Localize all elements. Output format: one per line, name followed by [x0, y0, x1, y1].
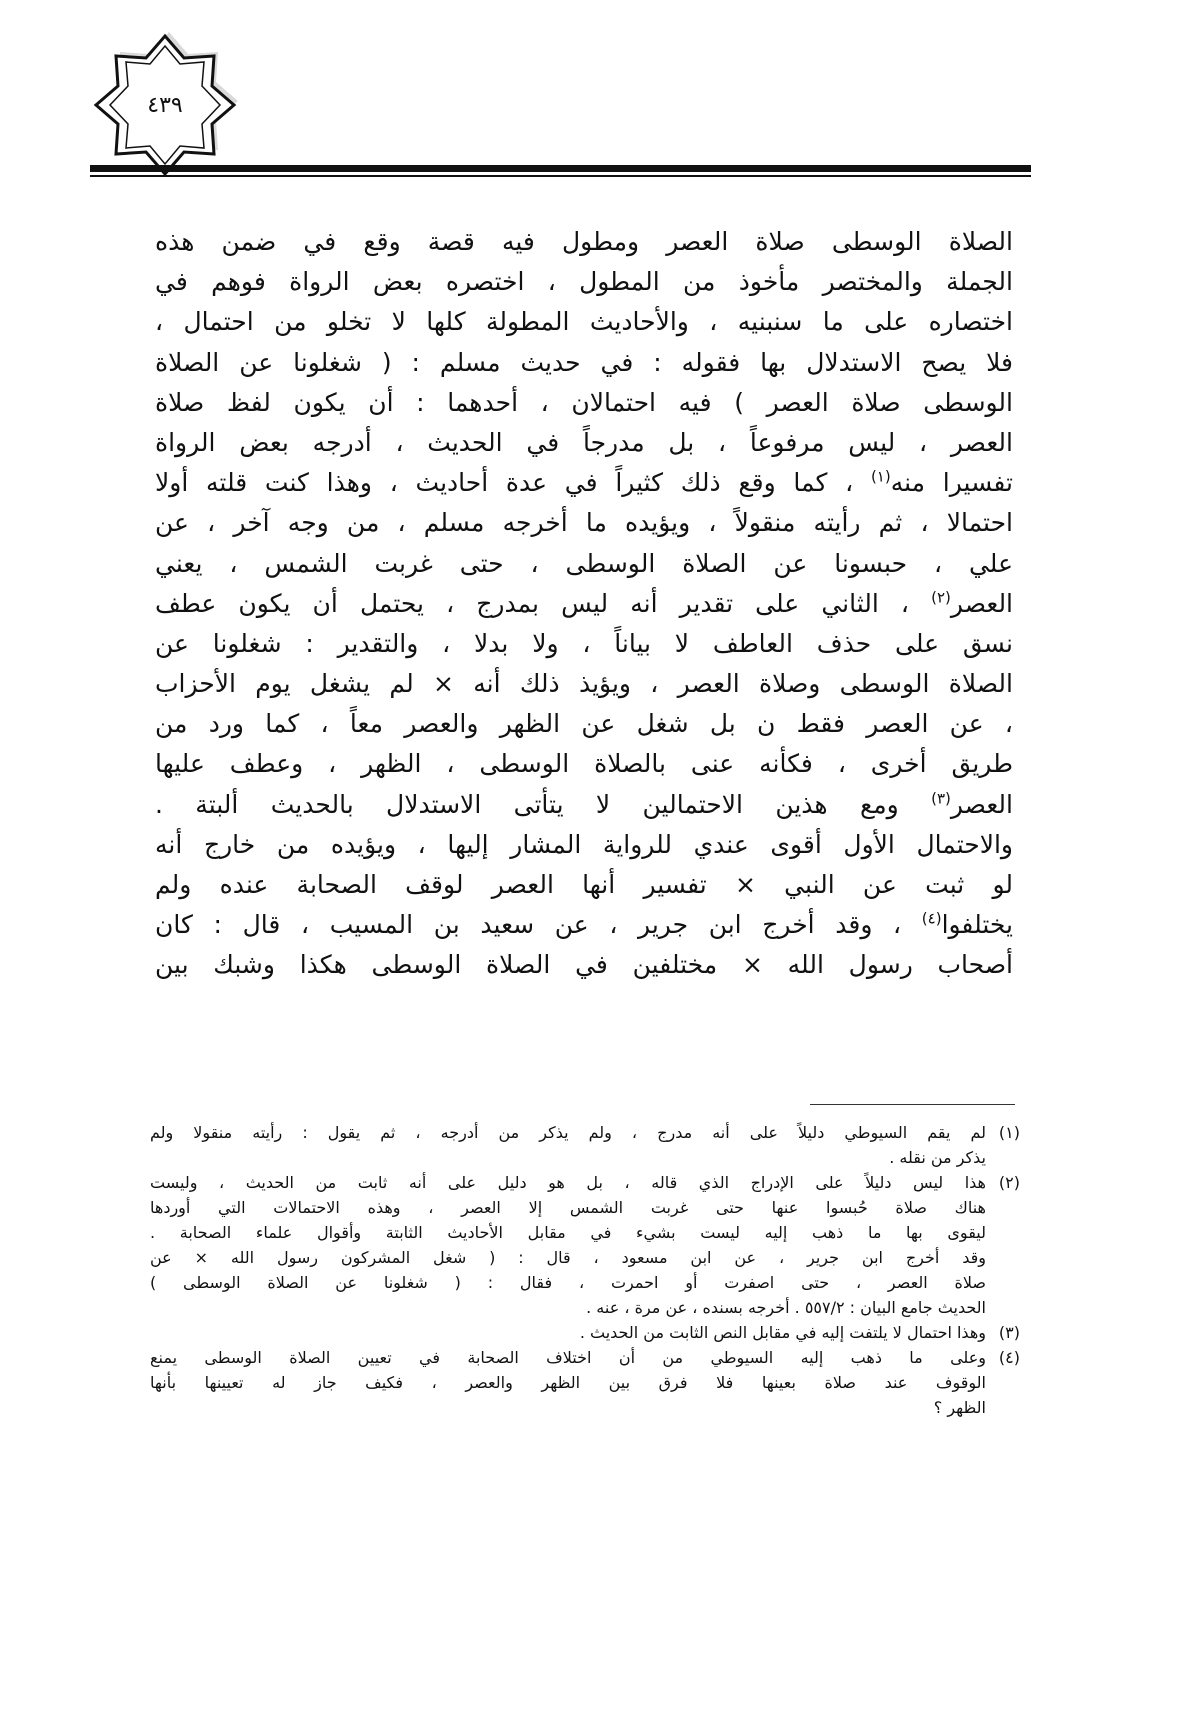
- footnote-line: لم يقم السيوطي دليلاً على أنه مدرج ، ولم يذكر من أدرجه ، ثم يقول : رأيته منقولا ولم: [150, 1123, 986, 1142]
- footnote-3: [150, 1320, 1020, 1345]
- footnote-number: (٢): [998, 1173, 1020, 1192]
- text-line: طريق أخرى ، فكأنه عنى بالصلاة الوسطى ، الظهر ، وعطف عليها: [155, 749, 1013, 779]
- page-number-badge: [90, 30, 240, 180]
- footnote-2: [150, 1170, 1020, 1320]
- footnote-number: (١): [998, 1123, 1020, 1142]
- footnote-line: الظهر ؟: [933, 1398, 986, 1417]
- text-line: الصلاة الوسطى صلاة العصر ومطول فيه قصة وقع في ضمن هذه: [155, 227, 1013, 256]
- text-line: لو ثبت عن النبي × تفسير أنها العصر لوقف الصحابة عنده ولم: [155, 870, 1013, 899]
- footnote-line: ليقوى بها ما ذهب إليه ليست بشيء في مقابل الأحاديث الثابتة وأقوال علماء الصحابة .: [150, 1223, 986, 1242]
- footnote-line: وعلى ما ذهب إليه السيوطي من أن اختلاف الصحابة في تعيين الصلاة الوسطى يمنع: [150, 1348, 986, 1367]
- text-line: نسق على حذف العاطف لا بياناً ، ولا بدلا ، والتقدير : شغلونا عن: [155, 628, 1013, 658]
- text-line: علي ، حبسونا عن الصلاة الوسطى ، حتى غربت الشمس ، يعني: [155, 548, 1013, 578]
- footnote-ref-1[interactable]: (١): [870, 467, 891, 486]
- footnote-line: صلاة العصر ، حتى اصفرت أو احمرت ، فقال : ( شغلونا عن الصلاة الوسطى ): [150, 1273, 986, 1292]
- header-rule-thin: [90, 175, 1031, 177]
- text-line: أصحاب رسول الله × مختلفين في الصلاة الوسطى هكذا وشبك بين: [155, 950, 1013, 980]
- footnote-line: هناك صلاة حُبسوا عنها حتى غربت الشمس إلا العصر ، وهذه الاحتمالات التي أوردها: [150, 1198, 986, 1217]
- footnote-line: هذا ليس دليلاً على الإدراج الذي قاله ، بل هو دليل على أنه ثابت من الحديث ، وليست: [150, 1173, 986, 1192]
- text-fragment: يختلفوا: [941, 910, 1013, 940]
- text-line: ، عن العصر فقط ن بل شغل عن الظهر والعصر معاً ، كما ورد من: [155, 709, 1013, 739]
- footnote-line: وهذا احتمال لا يلتفت إليه في مقابل النص الثابت من الحديث .: [579, 1323, 986, 1342]
- text-fragment: كما وقع ذلك كثيراً في عدة أحاديث ، وهذا كنت قلته أولا: [155, 468, 828, 498]
- footnote-ref-4[interactable]: (٤): [921, 909, 942, 928]
- text-line: الوسطى صلاة العصر ) فيه احتمالان ، أحدهما : أن يكون لفظ صلاة: [155, 387, 1013, 417]
- footnote-number: (٣): [998, 1323, 1020, 1342]
- footnote-separator: [810, 1104, 1015, 1105]
- text-line: فلا يصح الاستدلال بها فقوله : في حديث مسلم : ( شغلونا عن الصلاة: [155, 347, 1013, 377]
- text-fragment: ، الثاني على تقدير أنه ليس بمدرج ، يحتمل أن يكون عطف: [155, 588, 910, 618]
- text-fragment: العصر: [950, 588, 1014, 618]
- footnote-ref-2[interactable]: (٢): [931, 588, 951, 607]
- footnote-line: يذكر من نقله .: [889, 1148, 986, 1167]
- text-line: احتمالا ، ثم رأيته منقولاً ، ويؤيده ما أخرجه مسلم ، من وجه آخر ، عن: [155, 508, 1013, 538]
- header-rule-thick: [90, 165, 1031, 172]
- main-text: [155, 222, 1013, 986]
- footnote-4: [150, 1345, 1020, 1420]
- footnote-ref-3[interactable]: (٣): [931, 789, 951, 808]
- footnote-line: الحديث جامع البيان : ٥٥٧/٢ . أخرجه بسنده ، عن مرة ، عنه .: [586, 1298, 986, 1317]
- text-fragment: تفسيرا منه: [890, 468, 1013, 498]
- text-line: اختصاره على ما سنبنيه ، والأحاديث المطولة كلها لا تخلو من احتمال ،: [155, 307, 1013, 337]
- text-line: الجملة والمختصر مأخوذ من المطول ، اختصره بعض الرواة فوهم في: [155, 267, 1013, 297]
- text-line: تفسيرا منه$^{(١)}$ ، كما وقع ذلك كثيراً في عدة أحاديث ، وهذا كنت قلته أولا: [155, 467, 1013, 498]
- text-fragment: ، وقد أخرج ابن جرير ، عن سعيد بن المسيب ، قال : كان: [155, 910, 902, 940]
- text-line: [155, 905, 1013, 945]
- text-line: والاحتمال الأول أقوى عندي للرواية المشار إليها ، ويؤيده من خارج أنه: [155, 829, 1013, 859]
- text-line: [155, 584, 1013, 624]
- text-fragment: ومع هذين الاحتمالين لا يتأتى الاستدلال بالحديث ألبتة .: [155, 789, 899, 819]
- text-line: العصر ، ليس مرفوعاً ، بل مدرجاً في الحديث ، أدرجه بعض الرواة: [155, 427, 1013, 457]
- page-number: ٤٣٩: [147, 92, 183, 118]
- footnote-number: (٤): [998, 1348, 1020, 1367]
- text-line: [155, 785, 1013, 825]
- footnote-line: وقد أخرج ابن جرير ، عن ابن مسعود ، قال : ( شغل المشركون رسول الله × عن: [150, 1248, 986, 1267]
- footnotes: [150, 1120, 1020, 1420]
- text-line: الصلاة الوسطى وصلاة العصر ، ويؤيذ ذلك أنه × لم يشغل يوم الأحزاب: [155, 669, 1013, 699]
- footnote-line: الوقوف عند صلاة بعينها فلا فرق بين الظهر والعصر ، فكيف جاز له تعيينها بأنها: [150, 1373, 986, 1392]
- text-fragment: العصر: [950, 789, 1013, 819]
- footnote-1: [150, 1120, 1020, 1170]
